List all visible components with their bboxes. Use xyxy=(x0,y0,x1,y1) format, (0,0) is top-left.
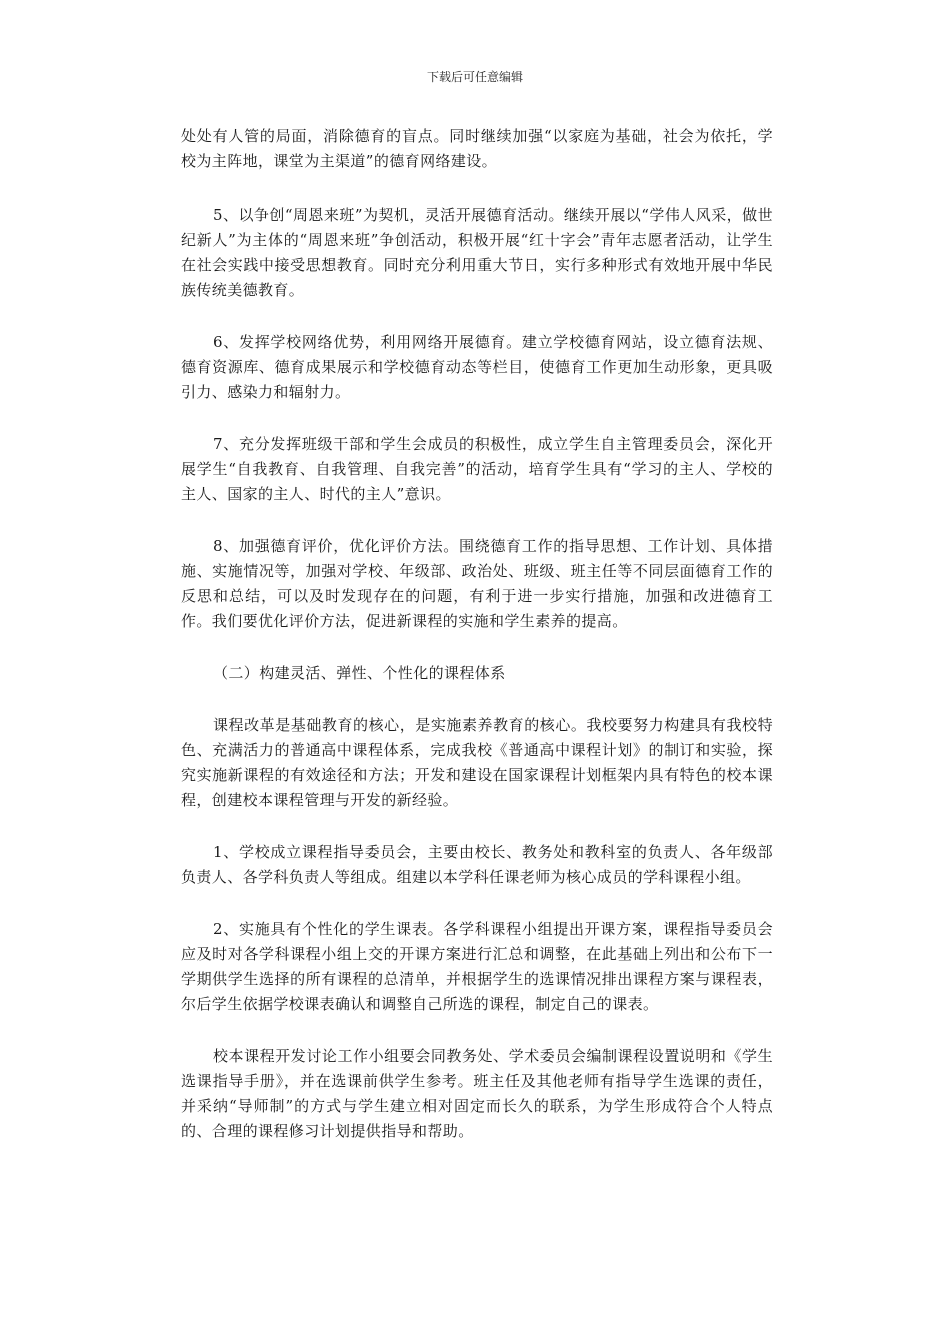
paragraph-course-guidance: 校本课程开发讨论工作小组要会同教务处、学术委员会编制课程设置说明和《学生选课指导手册》，并在选课前供学生参考。班主任及其他老师有指导学生选课的责任，并采纳“导师制”的方式与学生建立相对固定而长久的联系，为学生形成符合个人特点的、合理的课程修习计划提供指导和帮助。 xyxy=(181,1047,773,1140)
section-heading-2: （二）构建灵活、弹性、个性化的课程体系 xyxy=(213,664,506,682)
paragraph-curriculum-item-2: 2、实施具有个性化的学生课表。各学科课程小组提出开课方案，课程指导委员会应及时对各学科课程小组上交的开课方案进行汇总和调整，在此基础上列出和公布下一学期供学生选择的所有课程的总清单，并根据学生的选课情况排出课程方案与课程表，尔后学生依据学校课表确认和调整自己所选的课程，制定自己的课表。 xyxy=(181,920,773,1013)
paragraph-item-8: 8、加强德育评价，优化评价方法。围绕德育工作的指导思想、工作计划、具体措施、实施情况等，加强对学校、年级部、政治处、班级、班主任等不同层面德育工作的反思和总结，可以及时发现存在的问题，有利于进一步实行措施，加强和改进德育工作。我们要优化评价方法，促进新课程的实施和学生素养的提高。 xyxy=(181,537,773,630)
paragraph-item-5: 5、以争创“周恩来班”为契机，灵活开展德育活动。继续开展以“学伟人风采，做世纪新人”为主体的“周恩来班”争创活动，积极开展“红十字会”青年志愿者活动，让学生在社会实践中接受思想教育。同时充分利用重大节日，实行多种形式有效地开展中华民族传统美德教育。 xyxy=(181,206,773,299)
paragraph-continuation: 处处有人管的局面，消除德育的盲点。同时继续加强“以家庭为基础，社会为依托，学校为主阵地，课堂为主渠道”的德育网络建设。 xyxy=(181,127,773,170)
page-header-note: 下载后可任意编辑 xyxy=(426,70,523,84)
paragraph-item-6: 6、发挥学校网络优势，利用网络开展德育。建立学校德育网站，设立德育法规、德育资源库、德育成果展示和学校德育动态等栏目，使德育工作更加生动形象，更具吸引力、感染力和辐射力。 xyxy=(181,333,773,401)
document-body xyxy=(181,124,773,1171)
paragraph-item-7: 7、充分发挥班级干部和学生会成员的积极性，成立学生自主管理委员会，深化开展学生“自我教育、自我管理、自我完善”的活动，培育学生具有“学习的主人、学校的主人、国家的主人、时代的主人”意识。 xyxy=(181,435,773,503)
paragraph-curriculum-intro: 课程改革是基础教育的核心，是实施素养教育的核心。我校要努力构建具有我校特色、充满活力的普通高中课程体系，完成我校《普通高中课程计划》的制订和实验，探究实施新课程的有效途径和方法；开发和建设在国家课程计划框架内具有特色的校本课程，创建校本课程管理与开发的新经验。 xyxy=(181,716,773,809)
paragraph-curriculum-item-1: 1、学校成立课程指导委员会，主要由校长、教务处和教科室的负责人、各年级部负责人、各学科负责人等组成。组建以本学科任课老师为核心成员的学科课程小组。 xyxy=(181,843,773,886)
